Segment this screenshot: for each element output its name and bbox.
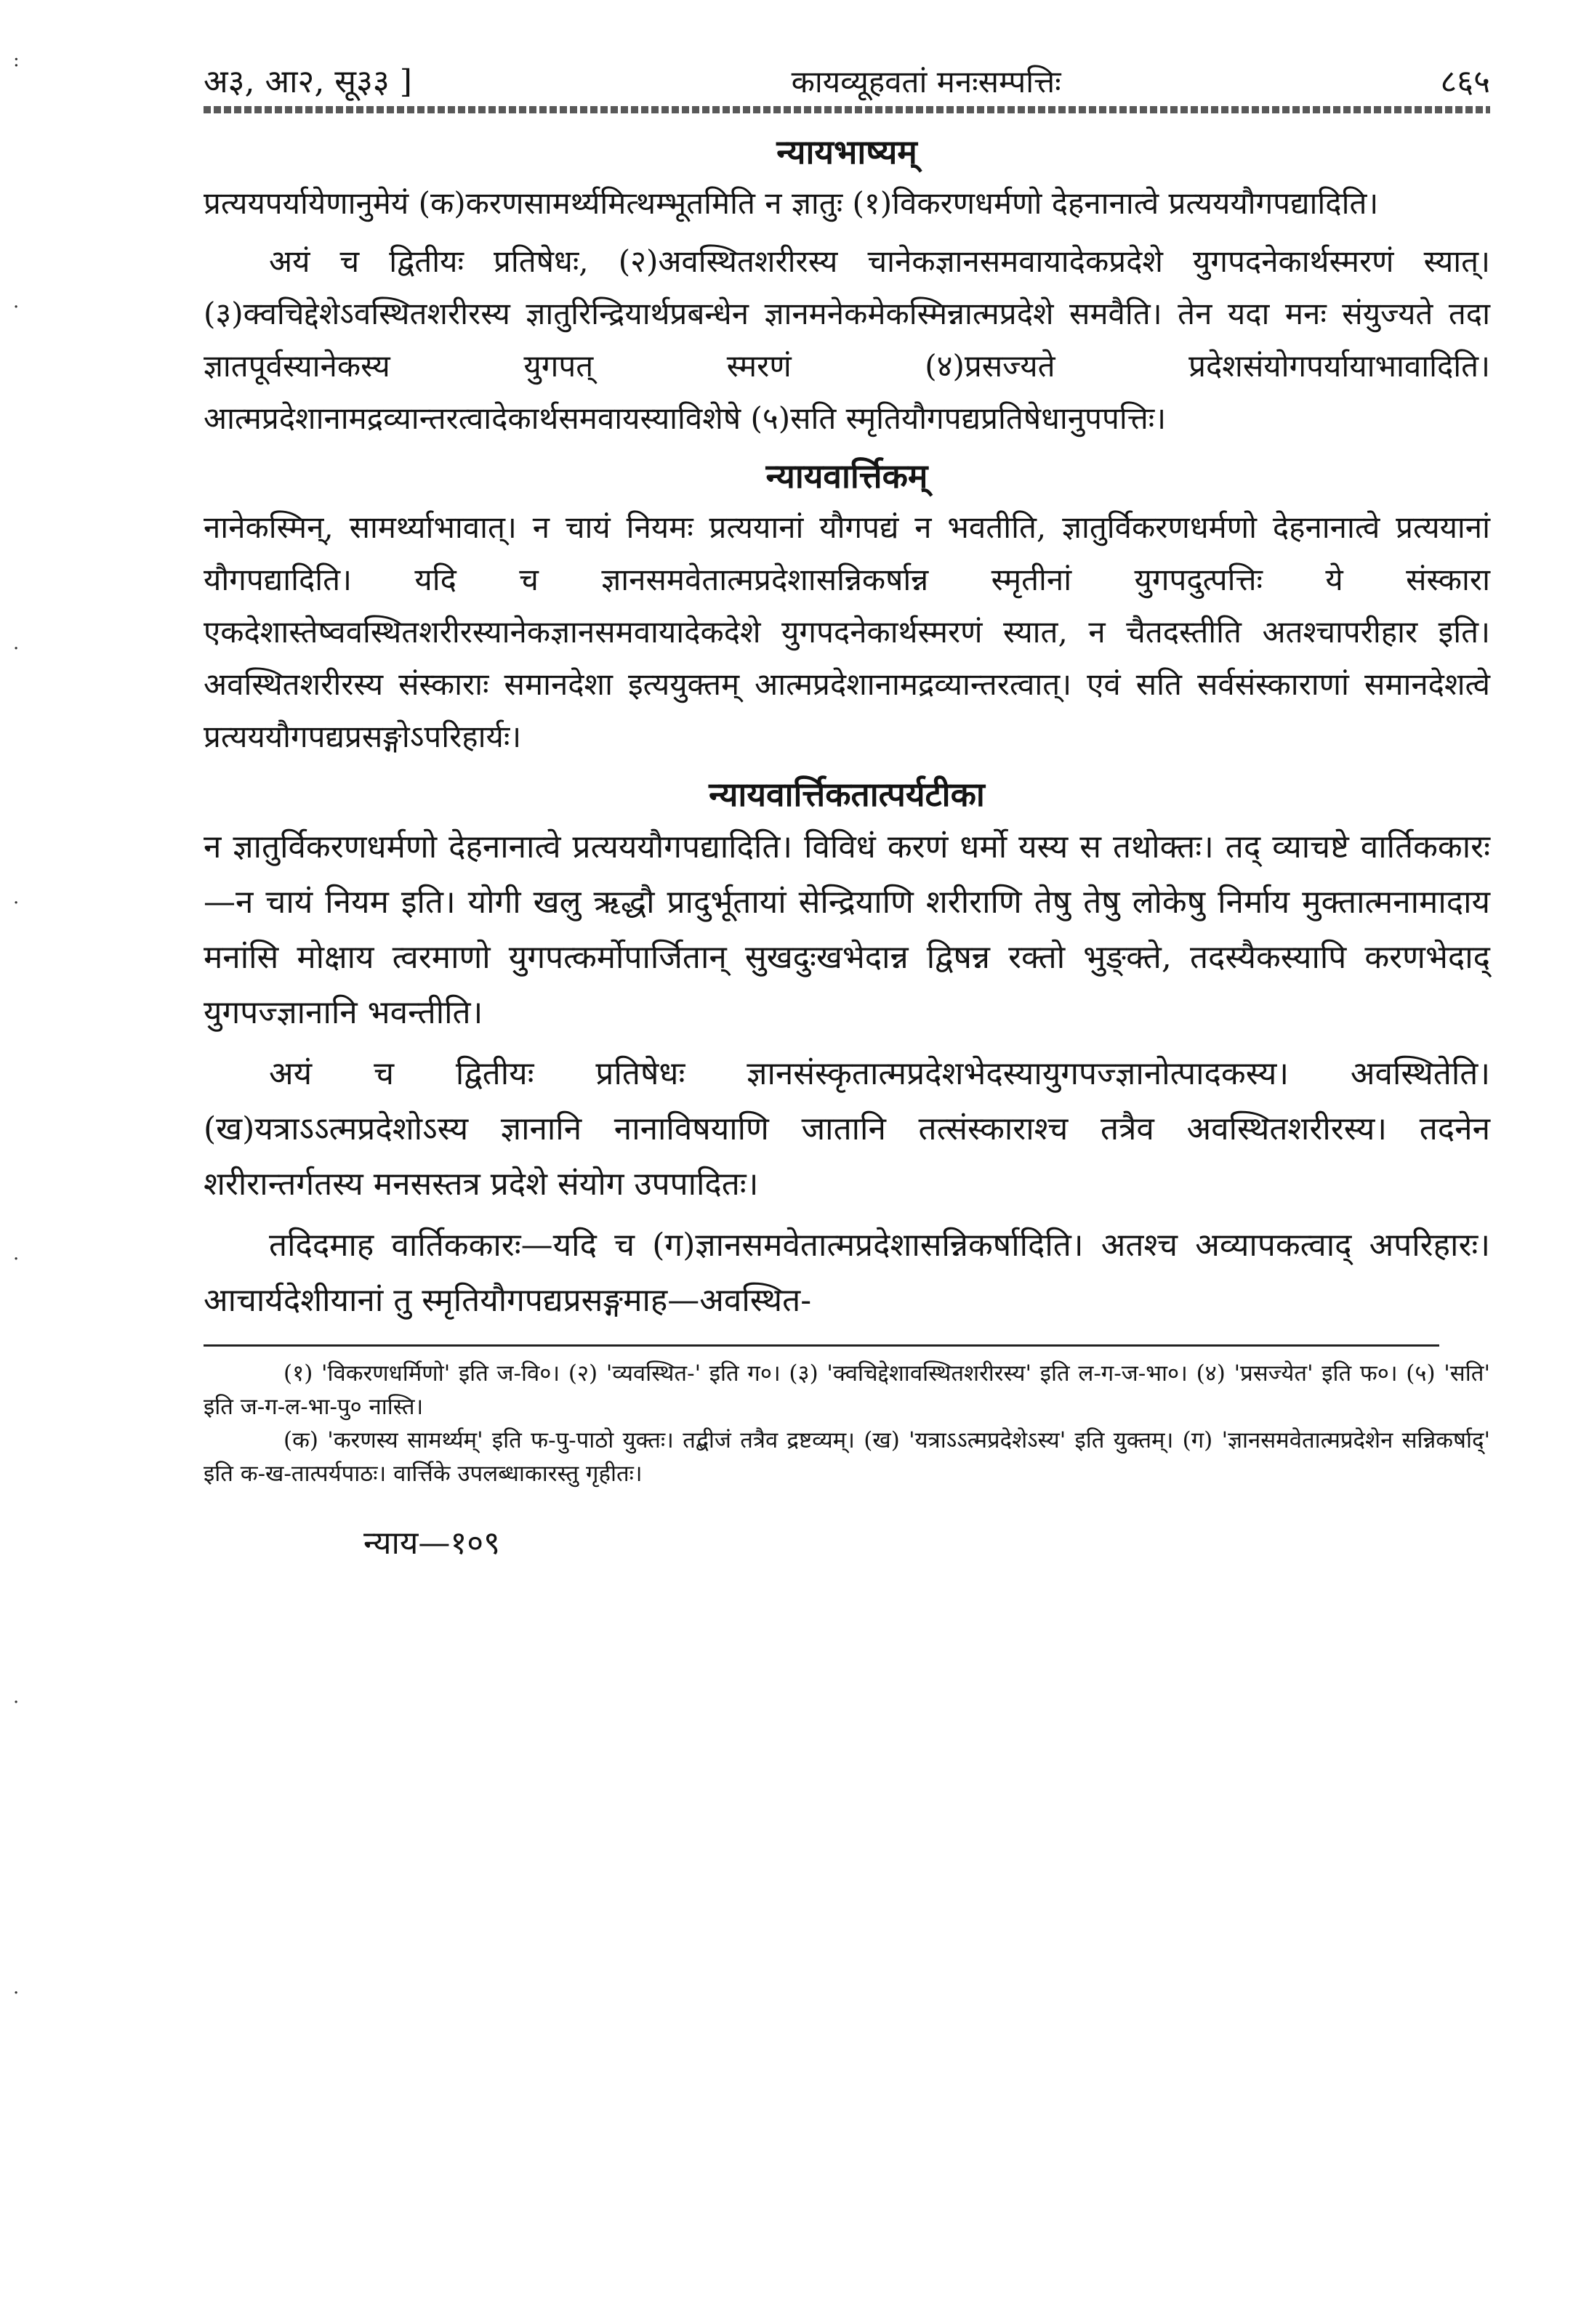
bhashya-section <box>204 126 1490 445</box>
header-title: कायव्यूहवतां मनःसम्पत्तिः <box>791 64 1061 100</box>
book-page <box>204 29 1490 1563</box>
footnote-numbered: (१) 'विकरणधर्मिणो' इति ज-वि०। (२) 'व्यवस्थित-' इति ग०। (३) 'क्वचिद्देशावस्थितशरीरस्य' इति ल-ग-ज-भा०। (४) 'प्रसज्येत' इति फ०। (५) 'सति' इति ज-ग-ल-भा-पु० नास्ति। <box>204 1360 1490 1420</box>
tika-section <box>204 769 1490 1328</box>
margin-mark: · <box>13 296 20 318</box>
tika-paragraph-3: तदिदमाह वार्तिककारः—यदि च (ग)ज्ञानसमवेतात्मप्रदेशासन्निकर्षादिति। अतश्च अव्यापकत्वाद् अपरिहारः। आचार्यदेशीयानां तु स्मृतियौगपद्यप्रसङ्गमाह—अवस्थित- <box>204 1227 1490 1319</box>
footnote-divider <box>204 1344 1439 1347</box>
margin-mark: · <box>13 1692 20 1714</box>
footnote-lettered: (क) 'करणस्य सामर्थ्यम्' इति फ-पु-पाठो युक्तः। तद्बीजं तत्रैव द्रष्टव्यम्। (ख) 'यत्राऽऽत्मप्रदेशेऽस्य' इति युक्तम्। (ग) 'ज्ञानसमवेतात्मप्रदेशेन सन्निकर्षाद्' इति क-ख-तात्पर्यपाठः। वार्त्तिके उपलब्धाकारस्तु गृहीतः। <box>204 1427 1490 1487</box>
section-title-tika: न्यायवार्त्तिकतात्पर्यटीका <box>709 775 985 814</box>
header-reference: अ३, आ२, सू३३ ] <box>204 63 412 100</box>
section-title-bhashya: न्यायभाष्यम् <box>776 132 917 172</box>
margin-mark: : <box>13 49 20 71</box>
margin-marks <box>13 0 28 2324</box>
footnotes <box>204 1357 1490 1490</box>
header-wavy-rule <box>204 106 1490 113</box>
bhashya-paragraph-2: अयं च द्वितीयः प्रतिषेधः, (२)अवस्थितशरीरस्य चानेकज्ञानसमवायादेकप्रदेशे युगपदनेकार्थस्मरणं स्यात्। (३)क्वचिद्देशेऽवस्थितशरीरस्य ज्ञातुरिन्द्रियार्थप्रबन्धेन ज्ञानमनेकमेकस्मिन्नात्मप्रदेशे समवैति। तेन यदा मनः संयुज्यते तदा ज्ञातपूर्वस्यानेकस्य युगपत् स्मरणं (४)प्रसज्यते प्रदेशसंयोगपर्यायाभावादिति। आत्मप्रदेशानामद्रव्यान्तरत्वादेकार्थसमवायस्याविशेषे (५)सति स्मृतियौगपद्यप्रतिषेधानुपपत्तिः। <box>204 243 1490 436</box>
margin-mark: · <box>13 1248 20 1270</box>
section-title-vartika: न्यायवार्त्तिकम् <box>765 456 928 496</box>
vartika-paragraph-1: नानेकस्मिन्, सामर्थ्याभावात्। न चायं नियमः प्रत्ययानां यौगपद्यं न भवतीति, ज्ञातुर्विकरणधर्मणो देहनानात्वे प्रत्ययानां यौगपद्यादिति। यदि च ज्ञानसमवेतात्मप्रदेशासन्निकर्षान्न स्मृतीनां युगपदुत्पत्तिः ये संस्कारा एकदेशास्तेष्ववस्थितशरीरस्यानेकज्ञानसमवायादेकदेशे युगपदनेकार्थस्मरणं स्यात, न चैतदस्तीति अतश्चापरीहार इति। अवस्थितशरीरस्य संस्काराः समानदेशा इत्ययुक्तम् आत्मप्रदेशानामद्रव्यान्तरत्वात्। एवं सति सर्वसंस्काराणां समानदेशत्वे प्रत्यययौगपद्यप्रसङ्गोऽपरिहार्यः। <box>204 509 1490 754</box>
tika-paragraph-1: न ज्ञातुर्विकरणधर्मणो देहनानात्वे प्रत्यययौगपद्यादिति। विविधं करणं धर्मो यस्य स तथोक्तः। तद् व्याचष्टे वार्तिककारः—न चायं नियम इति। योगी खलु ऋद्धौ प्रादुर्भूतायां सेन्द्रियाणि शरीराणि तेषु तेषु लोकेषु निर्माय मुक्तात्मनामादाय मनांसि मोक्षाय त्वरमाणो युगपत्कर्मोपार्जितान् सुखदुःखभेदान्न द्विषन्न रक्तो भुङ्क्ते, तदस्यैकस्यापि करणभेदाद् युगपज्ज्ञानानि भवन्तीति। <box>204 828 1490 1031</box>
page-number: ८६५ <box>1440 63 1490 100</box>
bhashya-paragraph-1: प्रत्ययपर्यायेणानुमेयं (क)करणसामर्थ्यमित्थम्भूतमिति न ज्ञातुः (१)विकरणधर्मणो देहनानात्वे प्रत्यययौगपद्यादिति। <box>204 185 1379 221</box>
signature-mark: न्याय—१०९ <box>363 1525 501 1562</box>
tika-paragraph-2: अयं च द्वितीयः प्रतिषेधः ज्ञानसंस्कृतात्मप्रदेशभेदस्यायुगपज्ज्ञानोत्पादकस्य। अवस्थितेति। (ख)यत्राऽऽत्मप्रदेशोऽस्य ज्ञानानि नानाविषयाणि जातानि तत्संस्काराश्च तत्रैव अवस्थितशरीरस्य। तदनेन शरीरान्तर्गतस्य मनसस्तत्र प्रदेशे संयोग उपपादितः। <box>204 1055 1490 1203</box>
margin-mark: · <box>13 892 20 914</box>
margin-mark: · <box>13 1982 20 2004</box>
vartika-section <box>204 451 1490 763</box>
running-header <box>204 29 1490 102</box>
margin-mark: · <box>13 638 20 660</box>
